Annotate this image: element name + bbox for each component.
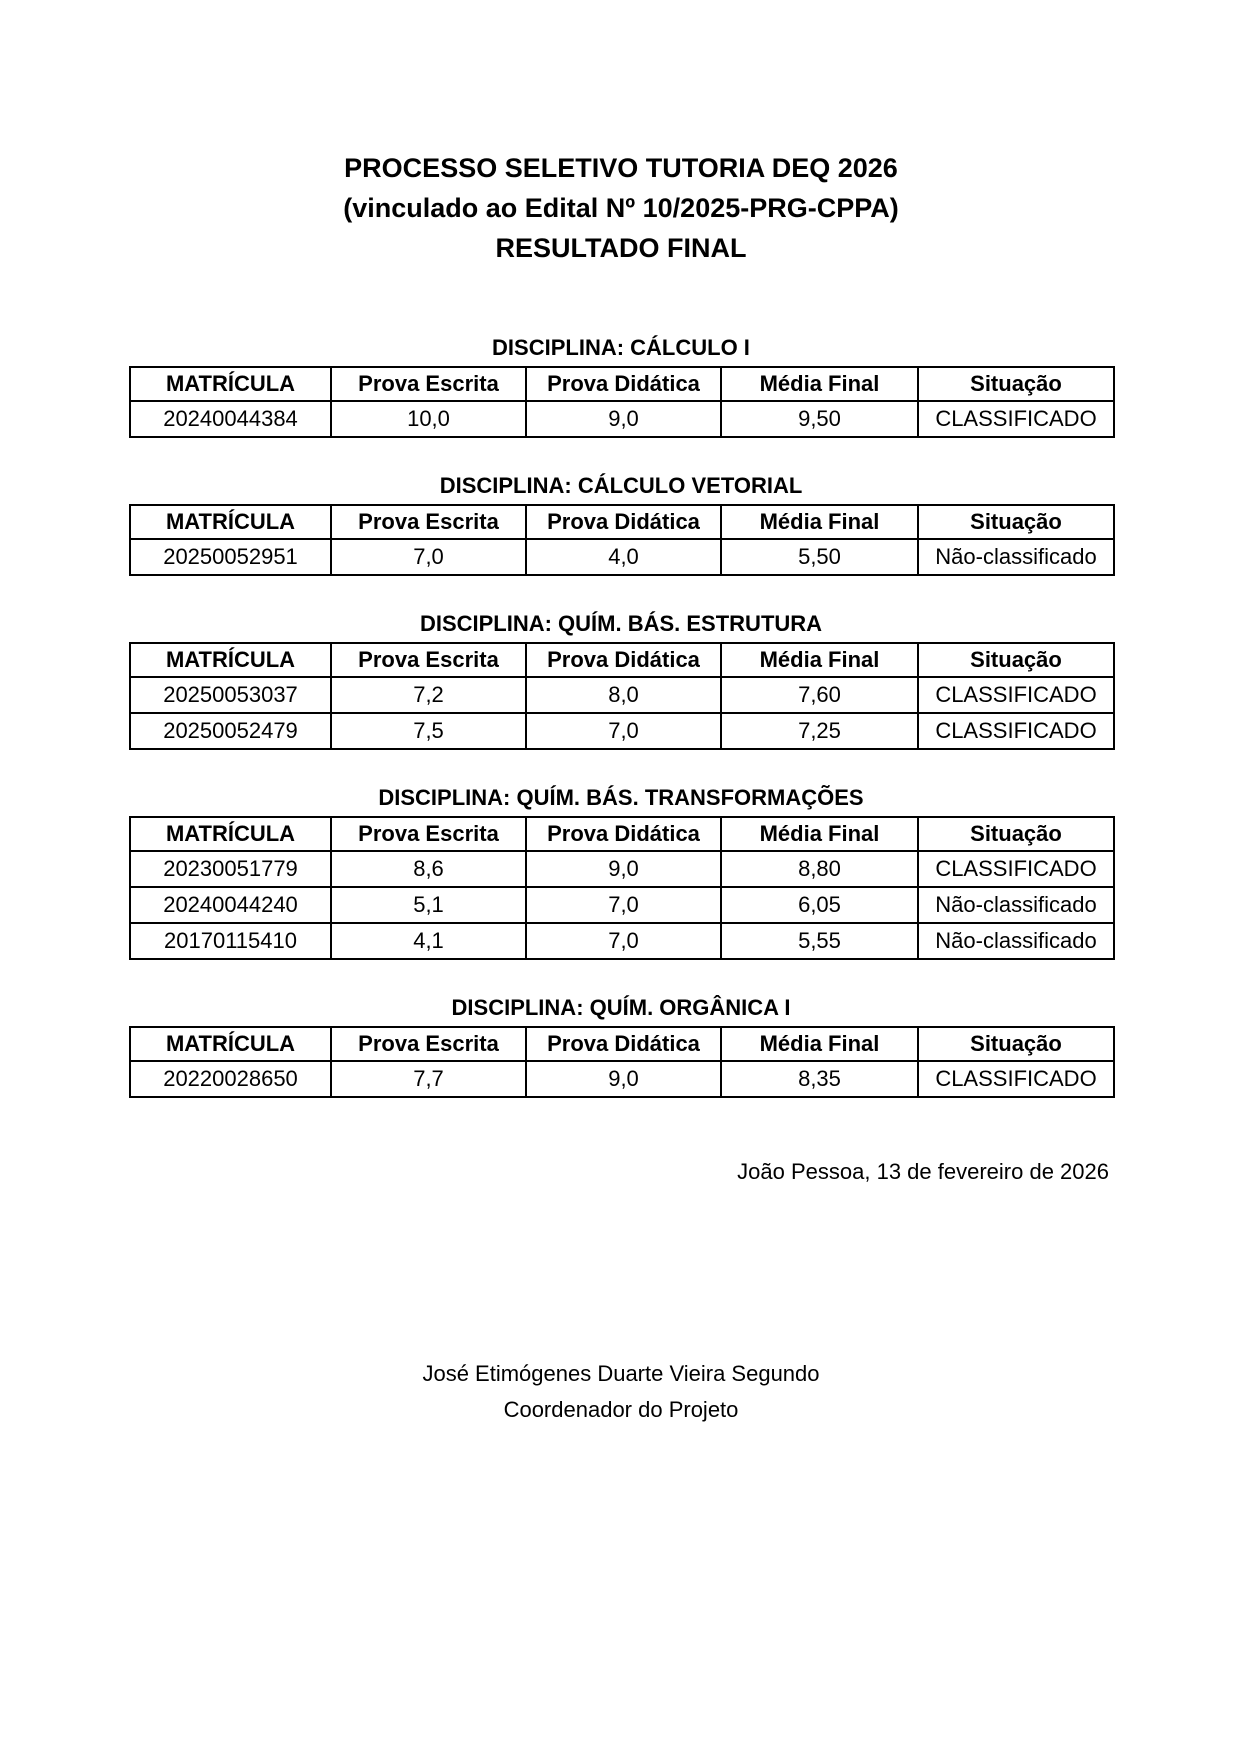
column-header: Situação bbox=[918, 505, 1114, 539]
situacao-cell: CLASSIFICADO bbox=[918, 677, 1114, 713]
situacao-cell: CLASSIFICADO bbox=[918, 713, 1114, 749]
prova-didatica-cell: 7,0 bbox=[526, 713, 721, 749]
prova-didatica-cell: 7,0 bbox=[526, 887, 721, 923]
table-row bbox=[130, 539, 1114, 575]
table-row bbox=[130, 401, 1114, 437]
prova-didatica-cell: 7,0 bbox=[526, 923, 721, 959]
column-header: Média Final bbox=[721, 1027, 918, 1061]
matricula-cell: 20250052479 bbox=[130, 713, 331, 749]
media-final-cell: 7,60 bbox=[721, 677, 918, 713]
matricula-cell: 20240044384 bbox=[130, 401, 331, 437]
prova-escrita-cell: 5,1 bbox=[331, 887, 526, 923]
media-final-cell: 6,05 bbox=[721, 887, 918, 923]
title-line-2: (vinculado ao Edital Nº 10/2025-PRG-CPPA) bbox=[343, 193, 899, 223]
column-header: Média Final bbox=[721, 505, 918, 539]
prova-escrita-cell: 7,7 bbox=[331, 1061, 526, 1097]
situacao-cell: CLASSIFICADO bbox=[918, 1061, 1114, 1097]
column-header: Média Final bbox=[721, 367, 918, 401]
matricula-cell: 20240044240 bbox=[130, 887, 331, 923]
document-title bbox=[129, 148, 1113, 268]
column-header: Prova Escrita bbox=[331, 367, 526, 401]
results-table bbox=[129, 1026, 1115, 1098]
signature-role: Coordenador do Projeto bbox=[503, 1397, 739, 1422]
discipline-heading: DISCIPLINA: CÁLCULO I bbox=[492, 335, 750, 360]
prova-escrita-cell: 7,0 bbox=[331, 539, 526, 575]
column-header: Situação bbox=[918, 367, 1114, 401]
column-header: Prova Didática bbox=[526, 817, 721, 851]
column-header: Prova Escrita bbox=[331, 505, 526, 539]
table-row bbox=[130, 887, 1114, 923]
results-table bbox=[129, 642, 1115, 750]
signature-name: José Etimógenes Duarte Vieira Segundo bbox=[422, 1361, 820, 1386]
column-header: Prova Didática bbox=[526, 1027, 721, 1061]
prova-didatica-cell: 9,0 bbox=[526, 1061, 721, 1097]
column-header: Situação bbox=[918, 643, 1114, 677]
discipline-section bbox=[129, 996, 1113, 1098]
table-header-row bbox=[130, 505, 1114, 539]
column-header: Prova Didática bbox=[526, 643, 721, 677]
signature-block bbox=[129, 1356, 1113, 1428]
discipline-section bbox=[129, 474, 1113, 576]
column-header: MATRÍCULA bbox=[130, 505, 331, 539]
column-header: MATRÍCULA bbox=[130, 367, 331, 401]
discipline-heading: DISCIPLINA: QUÍM. BÁS. TRANSFORMAÇÕES bbox=[378, 785, 864, 810]
column-header: MATRÍCULA bbox=[130, 1027, 331, 1061]
table-row bbox=[130, 713, 1114, 749]
table-header-row bbox=[130, 367, 1114, 401]
matricula-cell: 20230051779 bbox=[130, 851, 331, 887]
situacao-cell: Não-classificado bbox=[918, 539, 1114, 575]
discipline-section bbox=[129, 612, 1113, 750]
situacao-cell: Não-classificado bbox=[918, 923, 1114, 959]
prova-didatica-cell: 9,0 bbox=[526, 401, 721, 437]
column-header: Prova Didática bbox=[526, 367, 721, 401]
prova-didatica-cell: 8,0 bbox=[526, 677, 721, 713]
media-final-cell: 9,50 bbox=[721, 401, 918, 437]
column-header: MATRÍCULA bbox=[130, 817, 331, 851]
prova-escrita-cell: 4,1 bbox=[331, 923, 526, 959]
column-header: MATRÍCULA bbox=[130, 643, 331, 677]
table-row bbox=[130, 923, 1114, 959]
situacao-cell: CLASSIFICADO bbox=[918, 401, 1114, 437]
discipline-heading: DISCIPLINA: CÁLCULO VETORIAL bbox=[439, 473, 803, 498]
situacao-cell: CLASSIFICADO bbox=[918, 851, 1114, 887]
matricula-cell: 20220028650 bbox=[130, 1061, 331, 1097]
matricula-cell: 20250052951 bbox=[130, 539, 331, 575]
column-header: Prova Escrita bbox=[331, 643, 526, 677]
column-header: Prova Escrita bbox=[331, 817, 526, 851]
column-header: Média Final bbox=[721, 817, 918, 851]
media-final-cell: 8,80 bbox=[721, 851, 918, 887]
date-line: João Pessoa, 13 de fevereiro de 2026 bbox=[737, 1159, 1109, 1184]
prova-escrita-cell: 7,5 bbox=[331, 713, 526, 749]
prova-escrita-cell: 7,2 bbox=[331, 677, 526, 713]
sections-container bbox=[129, 336, 1113, 1098]
discipline-heading: DISCIPLINA: QUÍM. ORGÂNICA I bbox=[451, 995, 791, 1020]
discipline-section bbox=[129, 336, 1113, 438]
table-row bbox=[130, 1061, 1114, 1097]
discipline-section bbox=[129, 786, 1113, 960]
prova-didatica-cell: 9,0 bbox=[526, 851, 721, 887]
discipline-heading: DISCIPLINA: QUÍM. BÁS. ESTRUTURA bbox=[419, 611, 823, 636]
column-header: Situação bbox=[918, 817, 1114, 851]
matricula-cell: 20170115410 bbox=[130, 923, 331, 959]
media-final-cell: 7,25 bbox=[721, 713, 918, 749]
column-header: Prova Escrita bbox=[331, 1027, 526, 1061]
column-header: Média Final bbox=[721, 643, 918, 677]
table-header-row bbox=[130, 817, 1114, 851]
column-header: Prova Didática bbox=[526, 505, 721, 539]
title-line-3: RESULTADO FINAL bbox=[495, 233, 747, 263]
prova-escrita-cell: 10,0 bbox=[331, 401, 526, 437]
matricula-cell: 20250053037 bbox=[130, 677, 331, 713]
table-row bbox=[130, 851, 1114, 887]
results-table bbox=[129, 366, 1115, 438]
table-header-row bbox=[130, 643, 1114, 677]
title-line-1: PROCESSO SELETIVO TUTORIA DEQ 2026 bbox=[344, 153, 898, 183]
media-final-cell: 5,55 bbox=[721, 923, 918, 959]
situacao-cell: Não-classificado bbox=[918, 887, 1114, 923]
prova-didatica-cell: 4,0 bbox=[526, 539, 721, 575]
results-table bbox=[129, 816, 1115, 960]
table-header-row bbox=[130, 1027, 1114, 1061]
column-header: Situação bbox=[918, 1027, 1114, 1061]
media-final-cell: 8,35 bbox=[721, 1061, 918, 1097]
media-final-cell: 5,50 bbox=[721, 539, 918, 575]
prova-escrita-cell: 8,6 bbox=[331, 851, 526, 887]
table-row bbox=[130, 677, 1114, 713]
results-table bbox=[129, 504, 1115, 576]
